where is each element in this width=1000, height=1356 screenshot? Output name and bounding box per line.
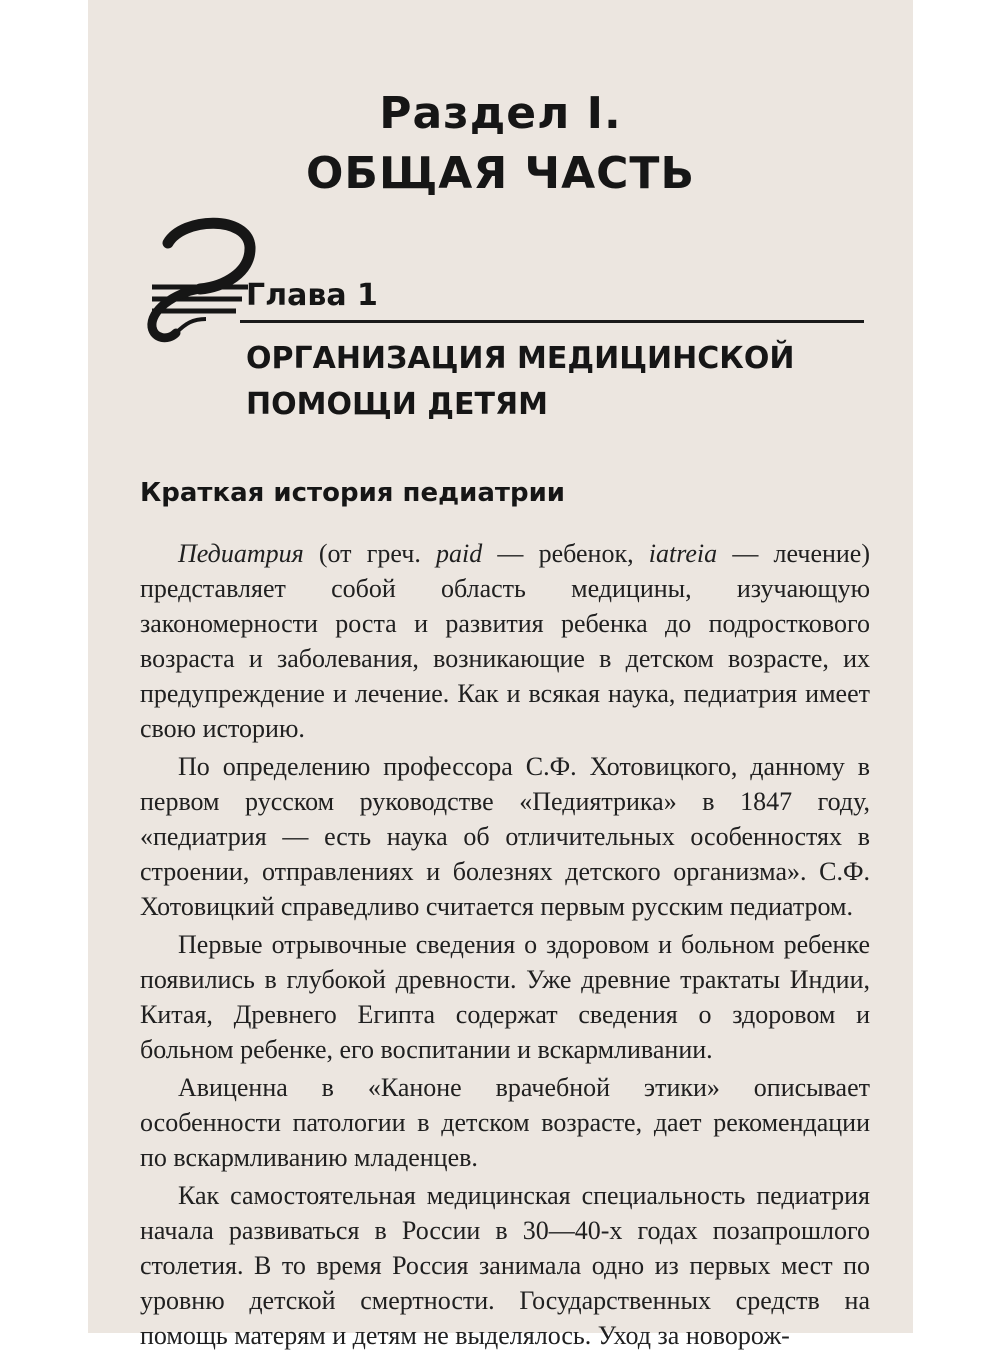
chapter-label: Глава 1 xyxy=(246,278,378,313)
paragraph-2: По определению профессора С.Ф. Хотовицкого, данному в первом русском руководстве «Педиятрика» в 1847 году, «педиатрия — есть наука об отличительных особенностях в строении, отправлениях и болезнях детского организма». С.Ф. Хотовицкий справедливо считается первым русским педиатром. xyxy=(140,752,870,921)
term-pediatrics: Педиатрия xyxy=(178,539,304,568)
greek-word-iatreia: iatreia xyxy=(648,539,718,568)
chapter-divider xyxy=(240,320,864,323)
paragraph-5: Как самостоятельная медицинская специальность педиатрия начала развиваться в России в 30—40-х годах позапрошлого столетия. В то время Россия занимала одно из первых мест по уровню детской смертности. Государственных средств на помощь матерям и детям не выделялось. Уход за новорож- xyxy=(140,1181,870,1350)
body-text xyxy=(140,536,870,1356)
chapter-title-line-2: ПОМОЩИ ДЕТЯМ xyxy=(246,387,548,422)
paragraph-1-part-b: — ребенок, xyxy=(482,539,649,568)
section-number: Раздел I. xyxy=(379,88,622,139)
subsection-heading: Краткая история педиатрии xyxy=(140,478,566,508)
chapter-title-line-1: ОРГАНИЗАЦИЯ МЕДИЦИНСКОЙ xyxy=(246,341,795,376)
paragraph-4: Авиценна в «Каноне врачебной этики» описывает особенности патологии в детском возрасте, дает рекомендации по вскармливанию младенцев. xyxy=(140,1073,870,1172)
section-title: ОБЩАЯ ЧАСТЬ xyxy=(306,148,695,199)
greek-word-paid: paid xyxy=(436,539,483,568)
paragraph-1-part-a: (от греч. xyxy=(303,539,437,568)
book-page xyxy=(88,0,913,1350)
chapter-title xyxy=(246,336,866,428)
paragraph-3: Первые отрывочные сведения о здоровом и больном ребенке появились в глубокой древности. Уже древние трактаты Индии, Китая, Древнего Египта содержат сведения о здоровом и больном ребенке, его воспитании и вскармливании. xyxy=(140,930,870,1064)
paragraph-1-part-c: — лечение) представляет собой область медицины, изучающую закономерности роста и развития ребенка до подросткового возраста и заболевания, возникающие в детском возрасте, их предупреждение и лечение. Как и всякая наука, педиатрия имеет свою историю. xyxy=(140,539,871,743)
paragraph-1 xyxy=(140,536,870,746)
